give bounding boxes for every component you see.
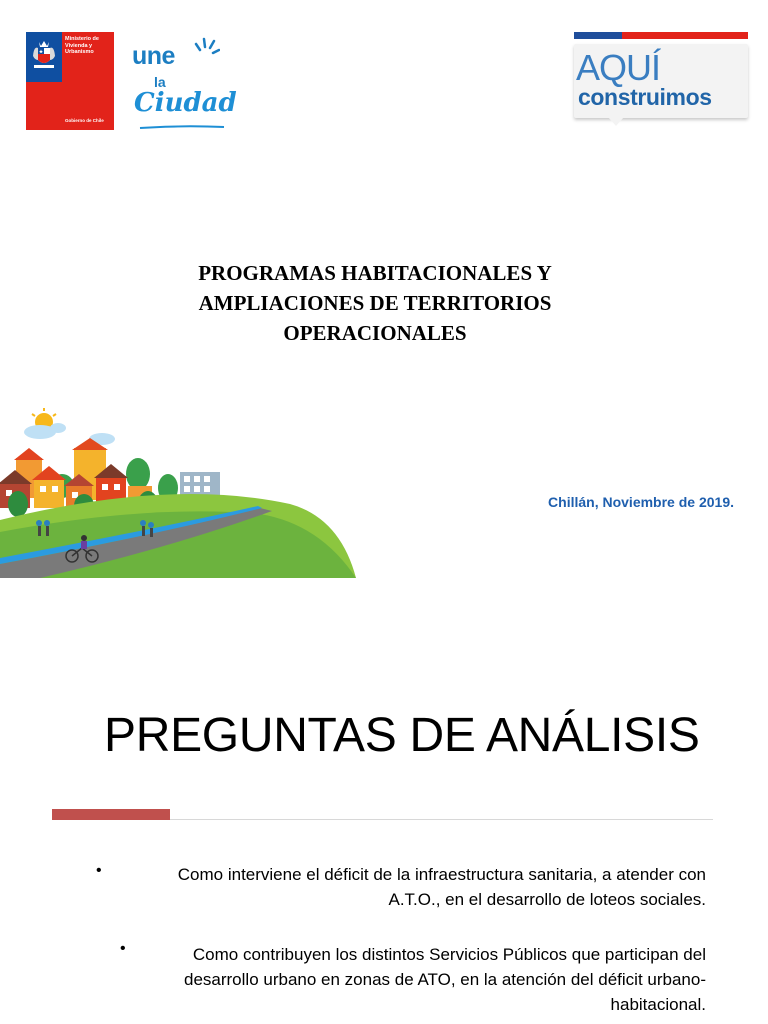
town-illustration	[0, 408, 356, 578]
bullet-icon: •	[96, 862, 102, 879]
aqui-logo-line1: AQUÍ	[576, 47, 661, 88]
bullet-2-line2: desarrollo urbano en zonas de ATO, en la atención del déficit urbano-	[184, 970, 706, 989]
bullet-1-line1: Como interviene el déficit de la infraestructura sanitaria, a atender con	[177, 865, 706, 884]
cover-subtitle: Chillán, Noviembre de 2019.	[548, 494, 734, 510]
bullet-item	[116, 942, 706, 1017]
cover-title-line1: PROGRAMAS HABITACIONALES Y	[198, 261, 552, 285]
ministry-logo-footer: Gobierno de Chile	[65, 118, 104, 123]
aqui-construimos-logo	[574, 32, 750, 126]
ministry-logo-line1: Ministerio de	[65, 36, 99, 42]
slide-title: PREGUNTAS DE ANÁLISIS	[104, 709, 700, 762]
ministry-logo-line2: Vivienda y	[65, 42, 93, 49]
bullet-1-line2: A.T.O., en el desarrollo de loteos sociales.	[388, 890, 706, 909]
une-logo-line2: la	[154, 74, 166, 90]
chile-coat-of-arms-icon	[30, 38, 58, 72]
ministry-logo	[26, 32, 114, 130]
bullet-item	[116, 862, 706, 912]
une-logo-line3: Ciudad	[134, 88, 237, 118]
sparkle-icon	[194, 36, 220, 58]
cover-title-line2: AMPLIACIONES DE TERRITORIOS	[198, 291, 552, 315]
cover-title	[60, 258, 690, 348]
bullet-2-line3: habitacional.	[610, 995, 706, 1014]
aqui-logo-line2: construimos	[578, 84, 712, 110]
bullet-icon: •	[120, 940, 126, 957]
title-accent-bar	[52, 809, 170, 820]
ministry-logo-line3: Urbanismo	[65, 49, 94, 55]
bullet-2-line1: Como contribuyen los distintos Servicios Públicos que participan del	[192, 945, 706, 964]
cover-title-line3: OPERACIONALES	[283, 321, 467, 345]
slide-questions	[0, 580, 768, 1024]
une-la-ciudad-logo	[132, 36, 237, 132]
speech-tail-icon	[608, 117, 624, 126]
une-logo-line1: une	[132, 42, 175, 70]
